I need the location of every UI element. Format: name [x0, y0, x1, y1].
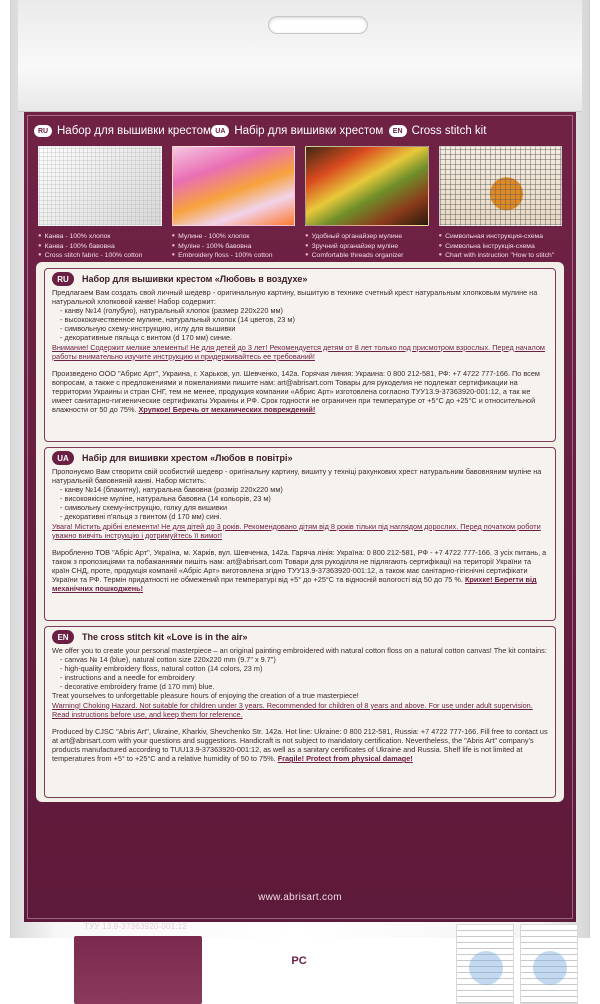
lang-badge-ua: UA: [211, 125, 229, 137]
producer-ua-text: Виробленно ТОВ "Абріс Арт", Україна, м. Харків, вул. Шевченка, 142а. Гаряча лінія: Україна: 0 800 212-581, РФ - +7 4722 777-166. З усіх питань, а також з пропозиціями та побажаннями пишіть нам: art@abrisart.com Товари для рукоділля не підлягають сертифікації на території України та країн СНД, проте, продукція компанії «Абріс Арт» виготовлена згідно ТУУ13.9-37363920-001:12, а також має санітарно-гігієнічні сертифікати України та РФ. Термін придатності не обмежений при температурі від +5° до +25°С та відносній вологості від 50 до 75 %.: [52, 547, 547, 585]
caption-line: Символьна інструкція-схема: [445, 242, 535, 250]
caption-line: Embroidery floss - 100% cotton: [178, 252, 273, 259]
caption-chart: ● Символьная инструкция-схема ● Символьна інструкція-схема ● Chart with instruction "How to stitch": [438, 233, 555, 259]
intro-ua: Пропонуємо Вам створити свій особистий шедевр - оригінальну картину, вишиту у техніці рахункових хрест натуральним бавовняним муліне на натуральній бавовняній канві. Набор містить:: [52, 467, 542, 486]
list-item: - высококачественное мулине, натуральный хлопок (14 цветов, 23 м): [60, 315, 295, 325]
list-item: - high-quality embroidery floss, natural cotton (14 colors, 23 m): [60, 664, 263, 674]
kit-titles: [34, 120, 566, 142]
caption-line: Муліне - 100% бавовна: [178, 242, 252, 250]
list-item: - canvas № 14 (blue), natural cotton size 220x220 mm (9.7" x 9.7"): [60, 655, 276, 665]
fragile-ua: Крихке! Берегти від механічних пошкоджень!: [52, 575, 537, 594]
hanger-strip: [18, 0, 582, 112]
trash-bin-icon: [220, 943, 254, 977]
caption-line: Зручний органайзер муліне: [311, 242, 399, 250]
chart-photo: [439, 146, 563, 226]
svg-text:PC: PC: [291, 955, 307, 967]
block-en: [44, 626, 556, 798]
title-ua-label: Набір для вишивки хрестом: [234, 125, 384, 137]
intro-en: We offer you to create your personal masterpiece – an original painting embroidered with natural cotton floss on a natural cotton canvas! The kit contains:: [52, 646, 547, 655]
list-item: - декоративні п'яльця з гвинтом (d 170 мм) сині.: [60, 512, 222, 522]
photo-row: [38, 146, 562, 226]
title-ru-block: Набор для вышивки крестом «Любовь в воздухе»: [82, 274, 308, 284]
caption-line: Мулине - 100% хлопок: [178, 233, 250, 240]
producer-en: [52, 727, 548, 763]
title-ru-label: Набор для вышивки крестом: [57, 125, 211, 137]
caption-canvas: ● Канва - 100% хлопок ● Канва - 100% бавовна ● Cross stitch fabric - 100% cotton: [38, 233, 143, 259]
badge-ua: UA: [52, 451, 74, 465]
producer-en-text: Produced by CJSC "Abris Art", Ukraine, Kharkiv, Shevchenko Str. 142a. Hot line: Ukraine: 0 800 212-581, Russia: +7 4722 777-166. Fill free to contact us at art@abrisart.com with your questions and suggestions. Handicraft is not subject to mandatory certification. Nevertheless, the "Abris Art" company's products manufactured according to TUU13.9-37363920-001:12, as well as a sanitary certificates of Ukraine and Russia. Shelf life is not limited at temperatures from +5° to +25°C and a relative humidity of 50 to 75%.: [52, 726, 548, 764]
standard-code: ТУУ 13.9-37363920-001:12: [84, 922, 188, 931]
fragile-ru: Хрупкое! Беречь от механических повреждений!: [138, 405, 316, 415]
lang-badge-ru: RU: [34, 125, 52, 137]
list-item: - символьну схему-інструкцію, голку для вишивки: [60, 503, 228, 513]
organizer-photo: [305, 146, 429, 226]
list-item: - decorative embroidery frame (d 170 mm) blue.: [60, 682, 215, 692]
block-ua: [44, 447, 556, 621]
caption-line: Chart with instruction "How to stitch": [445, 252, 555, 259]
badge-en: EN: [52, 630, 74, 644]
canvas-photo: [38, 146, 162, 226]
caption-line: Удобный органайзер мулине: [311, 233, 403, 240]
caption-line: Символьная инструкция-схема: [445, 233, 544, 240]
title-ru: [34, 120, 211, 142]
warning-ua: Увага! Містить дрібні елементи! Не для дітей до 3 років. Рекомендовано дітям від 8 років тільки під наглядом дорослих. Перед початком роботи уважно вивчіть інструкцію і дотримуйтесь її вимог!: [52, 521, 541, 540]
warning-en: Warning! Choking Hazard. Not suitable for children under 3 years. Recommended for children of 8 years and above. For use under adult supervision. Read instructions before use, and keep them for reference.: [52, 700, 533, 719]
hang-slot: [268, 16, 368, 34]
caption-organizer: ● Удобный органайзер мулине ● Зручний органайзер муліне ● Comfortable threads organizer: [305, 233, 404, 259]
certificate-2: [520, 924, 578, 1004]
symbol-icons: [220, 940, 440, 980]
intro-ru: Предлагаем Вам создать свой личный шедевр - оригинальную картину, вышитую в технике счетный крест натуральным хлопковым мулине на натуральной хлопковой канве! Набор содержит:: [52, 288, 538, 307]
producer-ru: [52, 369, 548, 414]
title-ua-block: Набір для вишивки хрестом «Любов в повітрі»: [82, 453, 293, 463]
recycle-icon: [344, 943, 378, 977]
floss-photo: [172, 146, 296, 226]
title-ua: [211, 120, 388, 142]
certification-icon: [282, 943, 316, 977]
caption-line: Cross stitch fabric - 100% cotton: [44, 252, 143, 259]
age-restriction-icon: [406, 943, 440, 977]
title-en-label: Cross stitch kit: [411, 125, 487, 137]
info-panel: [36, 262, 564, 802]
list-item: - символьную схему-инструкцию, иглу для вышивки: [60, 324, 236, 334]
website-link[interactable]: www.abrisart.com: [258, 892, 342, 903]
certificates: [456, 924, 578, 1004]
fragile-en: Fragile! Protect from physical damage!: [277, 754, 413, 764]
title-en-block: The cross stitch kit «Love is in the air»: [82, 632, 248, 642]
caption-line: Канва - 100% бавовна: [44, 242, 115, 250]
barcode-area: [74, 936, 202, 1004]
certificate-1: [456, 924, 514, 1004]
lang-badge-en: EN: [389, 125, 407, 137]
badge-ru: RU: [52, 272, 74, 286]
list-item: - instructions and a needle for embroidery: [60, 673, 195, 683]
list-item: - канву №14 (блакитну), натуральна бавовна (розмір 220х220 мм): [60, 485, 283, 495]
block-ru: [44, 268, 556, 442]
warning-ru: Внимание! Содержит мелкие элементы! Не для детей до 3 лет! Рекомендуется детям от 8 лет только под присмотром взрослых. Перед началом работы внимательно изучите инструкцию и придерживайтесь ее требований!: [52, 342, 545, 361]
caption-floss: ● Мулине - 100% хлопок ● Муліне - 100% бавовна ● Embroidery floss - 100% cotton: [171, 233, 273, 259]
list-item: - канву №14 (голубую), натуральный хлопок (размер 220х220 мм): [60, 306, 283, 316]
producer-ua: [52, 548, 548, 593]
pleasure-en: Treat yourselves to unforgettable pleasure hours of enjoying the creation of a true masterpiece!: [52, 691, 359, 701]
svg-text:0-3: 0-3: [428, 968, 437, 974]
photo-captions: [38, 232, 562, 261]
producer-ru-text: Произведено ООО "Абрис Арт", Украина, г. Харьков, ул. Шевченко, 142а. Горячая линия: Украина: 0 800 212-581, РФ: +7 4722 777-166. По всем вопросам, а также с предложениями и пожеланиями пишите нам: art@abrisart.com Товары для рукоделия не подлежат сертификации на территории Украины и стран СНГ, тем не менее, продукция компании «Абрис Арт» изготовлена согласно ТУУ13.9-37363920-001:12, а так же имеет санитарно-гигиенические сертификаты Украины и РФ. Срок годности не ограничен при температуре от +5°С до +25°С и относительной влажности от 50 до 75%.: [52, 368, 540, 415]
caption-line: Канва - 100% хлопок: [44, 233, 111, 240]
list-item: - декоративные пяльца с винтом (d 170 мм) синие.: [60, 333, 233, 343]
title-en: [389, 120, 566, 142]
list-item: - високоякісне муліне, натуральна бавовна (14 кольорів, 23 м): [60, 494, 271, 504]
caption-line: Comfortable threads organizer: [311, 252, 404, 259]
